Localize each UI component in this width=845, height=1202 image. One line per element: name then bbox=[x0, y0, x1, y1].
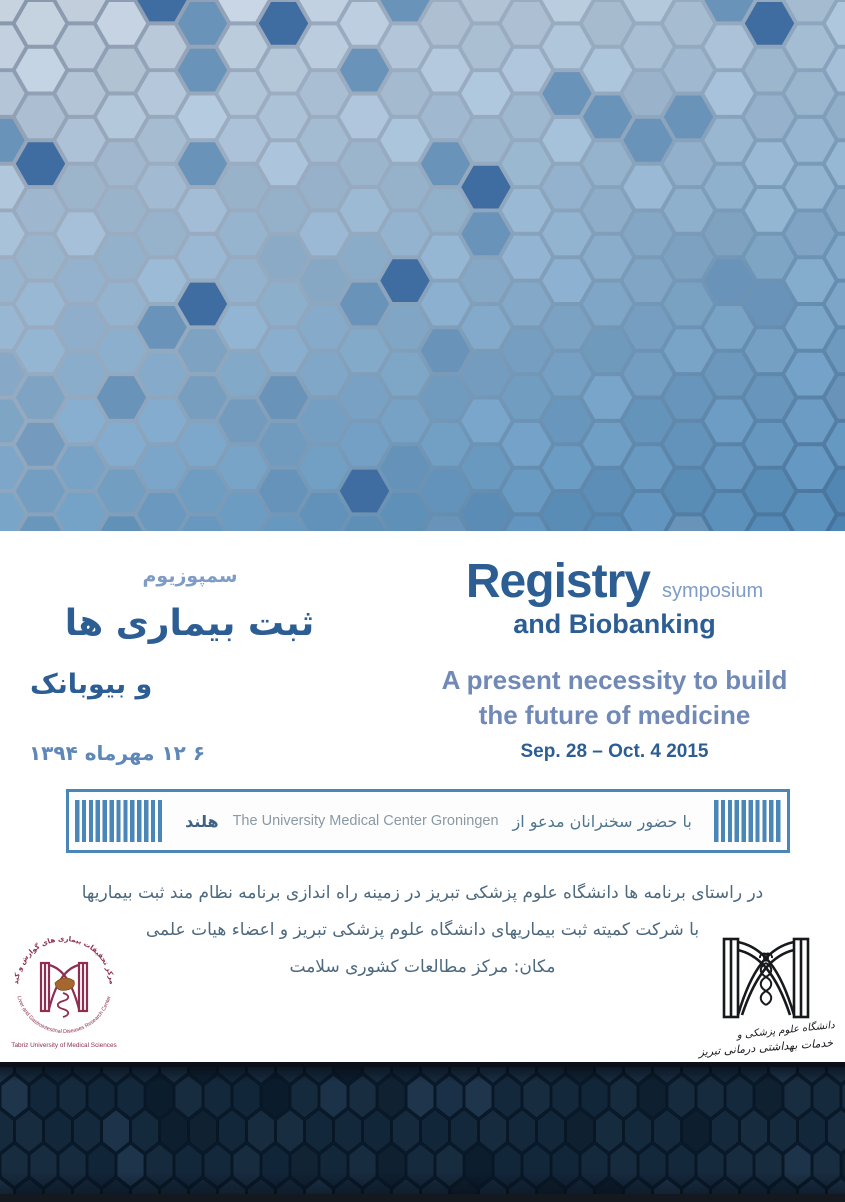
banner-institution: The University Medical Center Groningen bbox=[232, 813, 499, 829]
english-title: Registry bbox=[465, 555, 650, 608]
left-logo-caption: Tabriz University of Medical Sciences bbox=[11, 1042, 117, 1049]
svg-text:مرکز تحقیقات بیماری های گوارش bbox=[12, 935, 116, 985]
persian-title: ثبت بیماری ها bbox=[64, 603, 315, 644]
english-subtitle: and Biobanking bbox=[513, 609, 716, 639]
barcode-decoration-left bbox=[75, 800, 163, 842]
english-title-block bbox=[412, 557, 817, 763]
university-calligraphy bbox=[696, 1019, 836, 1059]
english-title-suffix: symposium bbox=[661, 580, 764, 602]
liver-icon bbox=[55, 978, 74, 990]
speakers-banner bbox=[66, 789, 790, 853]
english-dates: Sep. 28 – Oct. 4 2015 bbox=[520, 741, 709, 762]
tagline-line1: A present necessity to build bbox=[441, 665, 788, 695]
research-center-logo bbox=[3, 927, 125, 1053]
english-tagline bbox=[412, 663, 817, 733]
intestine-icon bbox=[58, 993, 69, 1017]
details-line1: در راستای برنامه ها دانشگاه علوم پزشکی تبریز در زمینه راه اندازی برنامه نظام مند ثبت بیماریها bbox=[81, 883, 764, 903]
university-name-line2: خدمات بهداشتی درمانی تبریز bbox=[698, 1036, 834, 1059]
hexagon-pattern-top bbox=[0, 0, 845, 531]
university-logo-svg bbox=[690, 925, 842, 1059]
divider-strip bbox=[0, 1062, 845, 1067]
ring-text-english: Liver and Gastrointestinal Diseases Research Center bbox=[15, 995, 113, 1036]
banner-persian-prefix: با حضور سخنرانان مدعو از bbox=[512, 811, 692, 831]
details-line2: با شرکت کمیته ثبت بیماریهای دانشگاه علوم پزشکی تبریز و اعضاء هیات علمی bbox=[145, 920, 700, 940]
hexagon-pattern-bottom bbox=[0, 1062, 845, 1202]
ring-text-persian: مرکز تحقیقات بیماری های گوارش و کبد bbox=[12, 934, 116, 985]
details-line3: مکان: مرکز مطالعات کشوری سلامت bbox=[289, 957, 556, 977]
barcode-decoration-right bbox=[714, 800, 781, 842]
persian-title-line2: و بیوبانک bbox=[30, 669, 153, 700]
research-center-logo-svg bbox=[3, 927, 125, 1053]
persian-kicker: سمپوزیوم bbox=[142, 565, 238, 587]
university-logo bbox=[690, 925, 842, 1059]
banner-country: هلند bbox=[185, 811, 219, 831]
banner-text bbox=[163, 812, 714, 831]
tagline-line2: the future of medicine bbox=[478, 700, 751, 730]
content-section bbox=[0, 531, 845, 1062]
university-name-line1: دانشگاه علوم پزشکی و bbox=[736, 1019, 836, 1042]
persian-date: ۶ ۱۲ مهرماه ۱۳۹۴ bbox=[28, 741, 206, 765]
english-title-row bbox=[412, 557, 817, 607]
